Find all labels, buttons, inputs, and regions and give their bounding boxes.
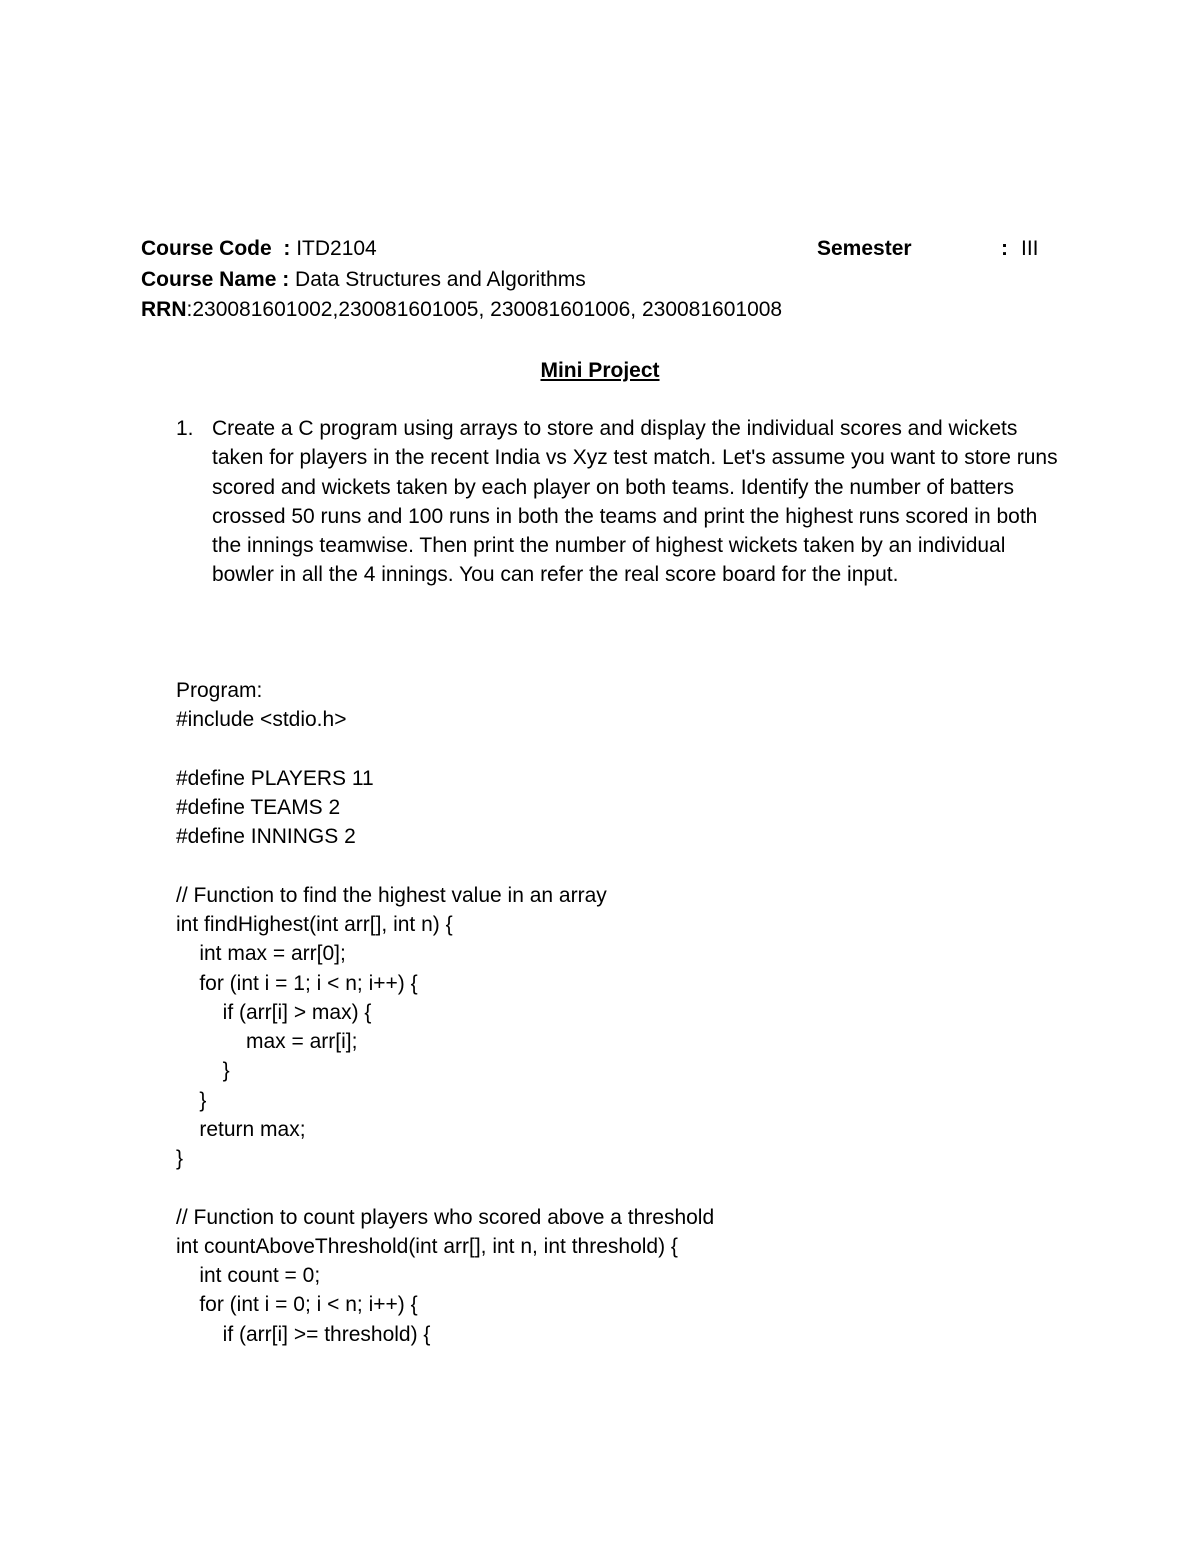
- code-line: Program:: [176, 679, 263, 702]
- code-line: #define INNINGS 2: [176, 825, 356, 849]
- code-line: }: [176, 1147, 184, 1170]
- code-line: max = arr[i];: [176, 1030, 358, 1053]
- code-line: #include <stdio.h>: [176, 708, 347, 732]
- code-line: if (arr[i] >= threshold) {: [176, 1322, 431, 1346]
- page-title: Mini Project: [540, 359, 660, 382]
- rrn-label: RRN: [141, 298, 187, 321]
- code-line: }: [176, 1059, 230, 1083]
- semester-colon: :: [1001, 237, 1008, 260]
- rrn-line: [141, 295, 782, 324]
- course-code-label: Course Code :: [141, 237, 291, 260]
- code-line: return max;: [176, 1117, 306, 1141]
- code-line: int findHighest(int arr[], int n) {: [176, 913, 453, 936]
- code-line: [176, 735, 714, 764]
- code-line: for (int i = 0; i < n; i++) {: [176, 1293, 418, 1317]
- code-line: if (arr[i] > max) {: [176, 1000, 372, 1024]
- code-line: int count = 0;: [176, 1264, 321, 1287]
- semester-label: Semester: [817, 237, 912, 260]
- code-line: #define TEAMS 2: [176, 796, 341, 819]
- code-line: // Function to count players who scored above a threshold: [176, 1205, 715, 1229]
- code-line: for (int i = 1; i < n; i++) {: [176, 971, 418, 995]
- question-number: 1.: [176, 417, 194, 440]
- course-name-value: Data Structures and Algorithms: [289, 268, 586, 291]
- code-line: }: [176, 1088, 207, 1112]
- course-code-value: ITD2104: [290, 237, 377, 260]
- question-text: Create a C program using arrays to store and display the individual scores and wickets taken for players in the recent India vs Xyz test match. Let's assume you want to store runs scored and wickets taken by each player on both teams. Identify the number of batters crossed 50 runs and 100 runs in both the teams and print the highest runs scored in both the innings teamwise. Then print the number of highest wickets taken by an individual bowler in all the 4 innings. You can refer the real score board for the input.: [212, 417, 1058, 587]
- code-block: [176, 676, 714, 1349]
- rrn-value: :230081601002,230081601005, 230081601006, 230081601008: [186, 298, 783, 321]
- code-line: int countAboveThreshold(int arr[], int n, int threshold) {: [176, 1234, 678, 1258]
- code-line: [176, 852, 714, 881]
- semester-value: III: [1021, 237, 1039, 260]
- course-name-line: [141, 265, 586, 294]
- code-line: #define PLAYERS 11: [176, 766, 374, 790]
- course-code-line: [141, 234, 377, 263]
- code-line: [176, 1173, 714, 1202]
- code-line: int max = arr[0];: [176, 942, 346, 966]
- course-name-label: Course Name :: [141, 268, 290, 291]
- code-line: // Function to find the highest value in an array: [176, 883, 607, 907]
